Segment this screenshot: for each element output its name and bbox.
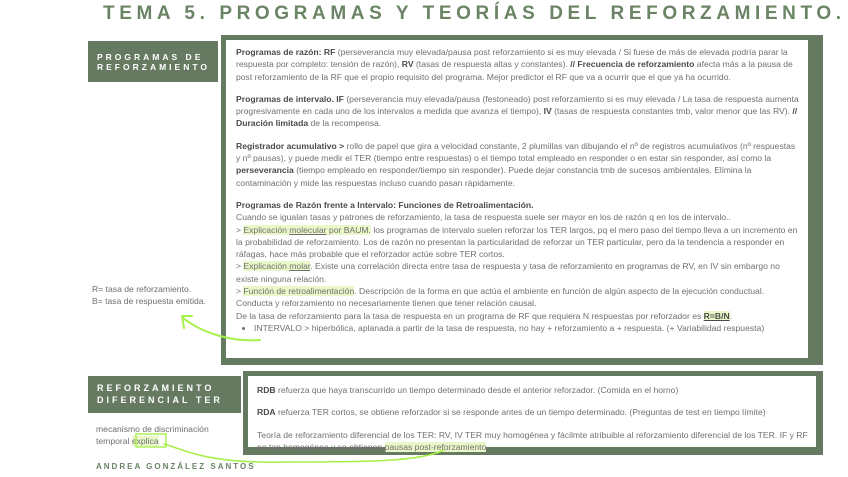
highlight-explicacion-molecular: Explicación molecular por BAUM. [243,224,371,235]
highlight-pausas: pausas post-reforzamiento [384,441,487,452]
main-content [226,40,808,358]
bottom-content [248,376,816,452]
rvsi-funcion: > Función de retroalimentación. Descripción de la forma en que actúa el ambiente en función de algún aspecto de la ejecución conductual. Conducta y reforzamiento no necesariamente tienen que tener relación causal. [236,286,765,309]
discrimination-note-line2: temporal explica [96,436,159,447]
paragraph-razon-vs-intervalo [236,199,800,334]
annotation-arrowhead [182,316,192,328]
highlight-funcion-retroalimentacion: Función de retroalimentación [243,286,355,297]
main-content-frame [221,35,823,365]
formula-note-r: R= tasa de reforzamiento. [92,284,192,294]
discrimination-note [96,423,209,448]
list-item: • INTERVALO > hiperbólica, aplanada a partir de la tasa de respuesta, no hay + reforzamiento a + respuesta. (+ Variabilidad respuesta) [254,322,800,334]
section-label-line1: REFORZAMIENTO [97,383,215,393]
formula-note [92,283,206,308]
rvsi-heading: Programas de Razón frente a Intervalo: Funciones de Retroalimentación. [236,199,534,210]
rvsi-tasa: De la tasa de reforzamiento para la tasa de respuesta en un programa de RF que requiera N respuestas por reforzador es R=B/N. [236,310,733,321]
rvsi-molar: > Explicación molar. Existe una correlación directa entre tasa de respuesta y tasa de reforzamiento en programas de RV, en IV sin embargo no existe ninguna relación. [236,261,780,284]
formula-rbn: R=B/N [703,310,730,321]
paragraph-razon: Programas de razón: RF (perseverancia muy elevada/pausa post reforzamiento si es muy elevada / Si fuese de más de elevada podría parar la respuesta por completo: tensión de razón), RV (tasas de respuesta altas y constantes). // Frecuencia de reforzamiento afecta más a la pausa de post reforzamiento de la RF que el propio requisito del programa. Mejor predictor el RF que va a ocurrir que el que ya ha ocurrido. [236,47,793,82]
section-label-line1: PROGRAMAS DE [97,52,204,62]
paragraph-rda: RDA refuerza TER cortos, se obtiene reforzador si se responde antes de un tiempo determinado. (Preguntas de test en tiempo límite) [257,407,766,418]
paragraph-intervalo: Programas de intervalo. IF (perseverancia muy elevada/pausa (festoneado) post reforzamiento si es muy elevada / La tasa de respuesta aumenta progresivamente en cada uno de los intervalos a medida que avanza el tiempo), IV (tasas de respuesta constantes tmb, valor menor que las RV). // Duración limitada de la recompensa. [236,93,799,129]
paragraph-teoria-ter: Teoría de reforzamiento diferencial de los TER: RV, IV TER muy homogénea y fácilmte atribuible al reforzamiento diferencial de los TER. IF y RF no tan homogénea y se obtienen pausas post-reforzamiento. [257,429,808,452]
bottom-content-frame [243,371,823,455]
rvsi-baum: > Explicación molecular por BAUM. los programas de intervalo suelen reforzar los TER largos, pq el mero paso del tiempo lleva a un incremento en la probabilidad de reforzamiento. Los de razón no presentan la particularidad de reforzar un TER particular, pero da la tendencia a responder en ráfagas, hace más probable que el reforzador actúe sobre TER cortos. [236,224,798,260]
highlight-explica: explica [131,436,159,447]
page-title: TEMA 5. PROGRAMAS Y TEORÍAS DEL REFORZAMIENTO. [103,3,846,24]
bullet-list [236,322,800,334]
discrimination-note-line1: mecanismo de discriminación [96,424,209,434]
author-name: ANDREA GONZÁLEZ SANTOS [96,462,256,471]
section-label-reforzamiento-diferencial [88,376,241,413]
rvsi-intro: Cuando se igualan tasas y patrones de reforzamiento, la tasa de respuesta suele ser mayor en los de razón q en los de intervalo.. [236,212,731,223]
paragraph-rdb: RDB refuerza que haya transcurrido un tiempo determinado desde el anterior reforzador. (Comida en el horno) [257,385,679,395]
highlight-explicacion-molar: Explicación molar [243,261,311,272]
paragraph-registrador: Registrador acumulativo > rollo de papel que gira a velocidad constante, 2 plumillas van dibujando el nº de registros acumulativos (nº respuestas y nº pausas), y puede medir el TER (tiempo entre respuestas) o el tiempo total empleado en responder o en estar sin responder, así como la perseverancia (tiempo empleado en responder/tiempo sin responder). Puede dejar constancia tmb de sucesos ambientales. Elimina la contaminación y mide las respuestas incluso cuando pasan rápidamente. [236,140,796,188]
formula-note-b: B= tasa de respuesta emitida. [92,296,206,307]
section-label-programas [88,41,218,82]
section-label-line2: REFORZAMIENTO [97,62,210,72]
section-label-line2: DIFERENCIAL TER [97,394,223,405]
